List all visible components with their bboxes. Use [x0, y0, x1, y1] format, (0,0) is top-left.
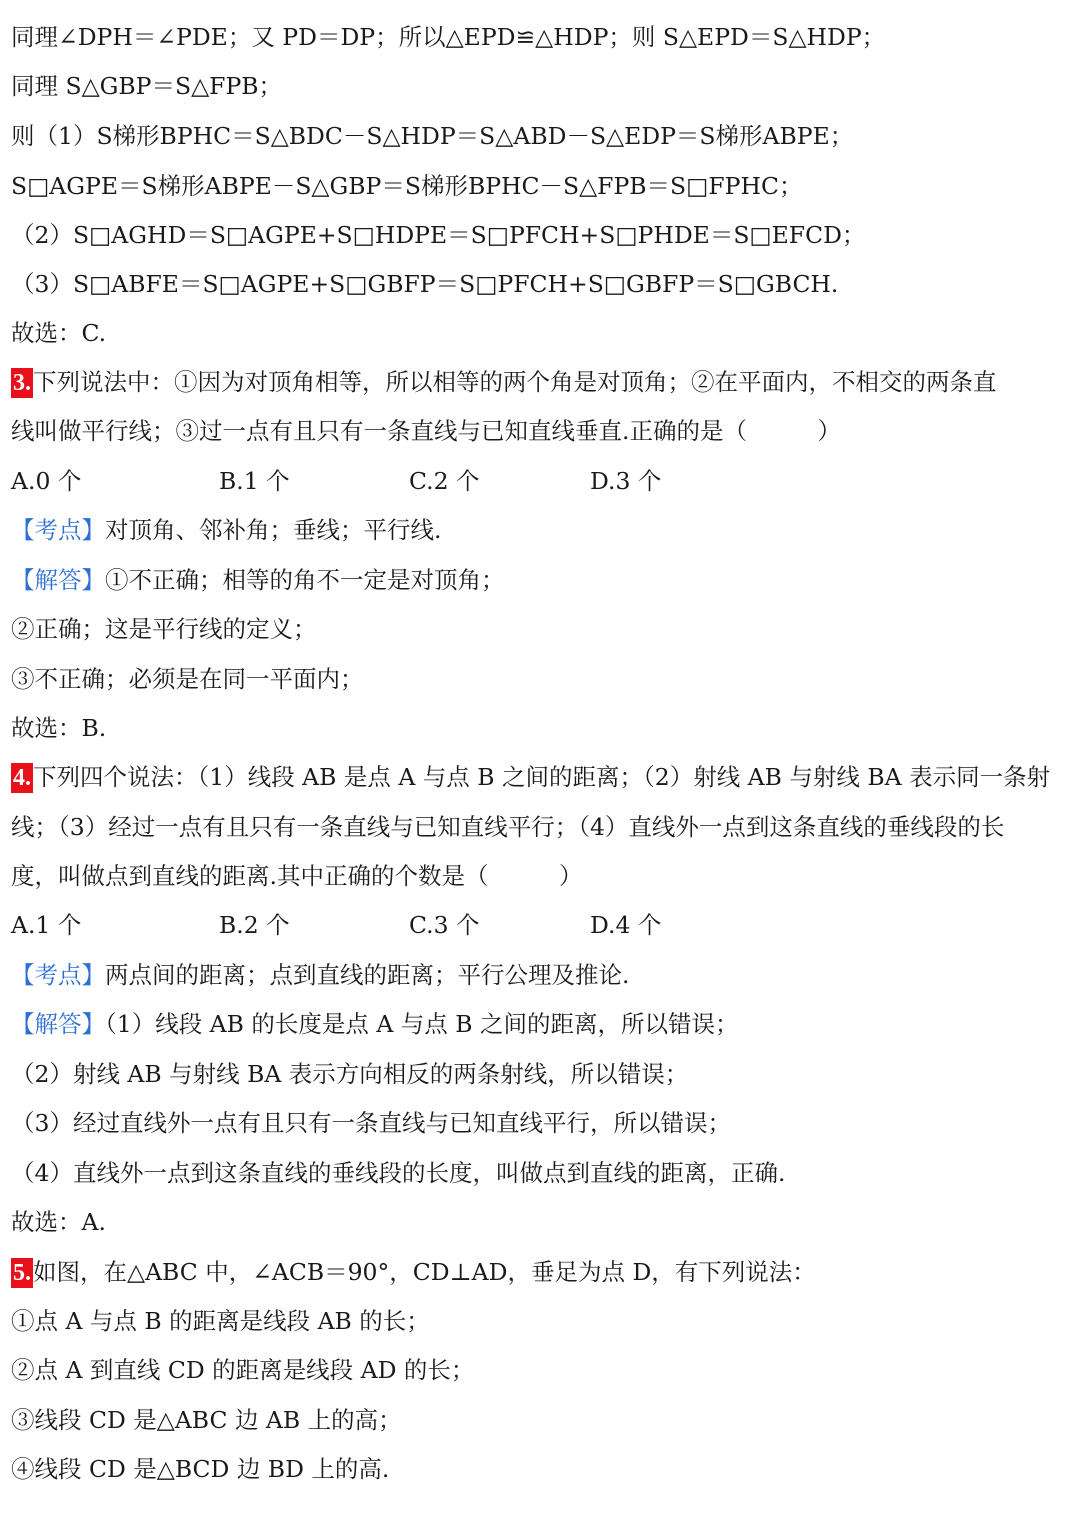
question-number-badge: 3.: [13, 370, 31, 396]
question-3-text-1: 下列说法中：①因为对顶角相等，所以相等的两个角是对顶角；②在平面内，不相交的两条直: [33, 368, 997, 396]
answer-line-q2: 故选：C.: [11, 319, 107, 347]
option-c: C.2 个: [409, 467, 480, 495]
option-d: D.3 个: [590, 467, 662, 495]
proof-line-3: 则（1）S梯形BPHC＝S△BDC－S△HDP＝S△ABD－S△EDP＝S梯形ABPE；: [11, 122, 854, 150]
option-b: B.1 个: [219, 467, 290, 495]
kaodian-tag: 【考点】: [11, 961, 105, 989]
proof-line-5: （2）S□AGHD＝S□AGPE+S□HDPE＝S□PFCH+S□PHDE＝S□EFCD；: [11, 221, 866, 249]
question-5-line-1: [11, 1252, 1072, 1292]
option-b: B.2 个: [219, 911, 290, 939]
question-4-text-3: 度，叫做点到直线的距离.其中正确的个数是（ ）: [11, 862, 583, 890]
jieda-text-1: （1）线段 AB 的长度是点 A 与点 B 之间的距离，所以错误；: [105, 1010, 739, 1038]
question-4-jieda-3: （3）经过直线外一点有且只有一条直线与已知直线平行，所以错误；: [11, 1109, 731, 1137]
question-3-line-1: [11, 362, 1072, 402]
proof-line-2: 同理 S△GBP＝S△FPB；: [11, 72, 283, 100]
proof-line-4: S□AGPE＝S梯形ABPE－S△GBP＝S梯形BPHC－S△FPB＝S□FPHC；: [11, 172, 803, 200]
jieda-text-1: ①不正确；相等的角不一定是对顶角；: [105, 566, 505, 594]
proof-line-1: 同理∠DPH＝∠PDE；又 PD＝DP；所以△EPD≌△HDP；则 S△EPD＝S△HDP；: [11, 23, 886, 51]
question-number-badge: 4.: [13, 765, 31, 791]
question-3-jieda-2: ②正确；这是平行线的定义；: [11, 615, 317, 643]
question-4-text-1: 下列四个说法：（1）线段 AB 是点 A 与点 B 之间的距离；（2）射线 AB 与射线 BA 表示同一条射: [33, 763, 1051, 791]
question-4-text-2: 线；（3）经过一点有且只有一条直线与已知直线平行；（4）直线外一点到这条直线的垂线段的长: [11, 813, 1005, 841]
question-4-jieda-2: （2）射线 AB 与射线 BA 表示方向相反的两条射线，所以错误；: [11, 1060, 689, 1088]
question-5-statement-4: ④线段 CD 是△BCD 边 BD 上的高.: [11, 1455, 390, 1483]
question-5-statement-1: ①点 A 与点 B 的距离是线段 AB 的长；: [11, 1307, 430, 1335]
question-4-answer: 故选：A.: [11, 1208, 106, 1236]
jieda-tag: 【解答】: [11, 566, 105, 594]
question-4-jieda-4: （4）直线外一点到这条直线的垂线段的长度，叫做点到直线的距离，正确.: [11, 1159, 786, 1187]
kaodian-tag: 【考点】: [11, 516, 105, 544]
option-a: A.1 个: [11, 911, 82, 939]
question-3-answer: 故选：B.: [11, 714, 107, 742]
kaodian-text: 对顶角、邻补角；垂线；平行线.: [105, 516, 442, 544]
jieda-tag: 【解答】: [11, 1010, 105, 1038]
option-a: A.0 个: [11, 467, 82, 495]
question-5-statement-3: ③线段 CD 是△ABC 边 AB 上的高；: [11, 1406, 402, 1434]
kaodian-text: 两点间的距离；点到直线的距离；平行公理及推论.: [105, 961, 630, 989]
question-5-text-1: 如图，在△ABC 中，∠ACB＝90°，CD⊥AD，垂足为点 D，有下列说法：: [33, 1258, 816, 1286]
question-3-kaodian: [11, 510, 1072, 550]
question-4-kaodian: [11, 955, 1072, 995]
question-4-line-1: [11, 757, 1072, 797]
question-3-jieda: [11, 560, 1072, 600]
question-3-jieda-3: ③不正确；必须是在同一平面内；: [11, 665, 364, 693]
question-3-text-2: 线叫做平行线；③过一点有且只有一条直线与已知直线垂直.正确的是（ ）: [11, 417, 841, 445]
question-number-badge: 5.: [13, 1260, 31, 1286]
option-d: D.4 个: [590, 911, 662, 939]
question-5-statement-2: ②点 A 到直线 CD 的距离是线段 AD 的长；: [11, 1356, 475, 1384]
question-4-jieda: [11, 1004, 1072, 1044]
option-c: C.3 个: [409, 911, 480, 939]
proof-line-6: （3）S□ABFE＝S□AGPE+S□GBFP＝S□PFCH+S□GBFP＝S□GBCH.: [11, 270, 839, 298]
